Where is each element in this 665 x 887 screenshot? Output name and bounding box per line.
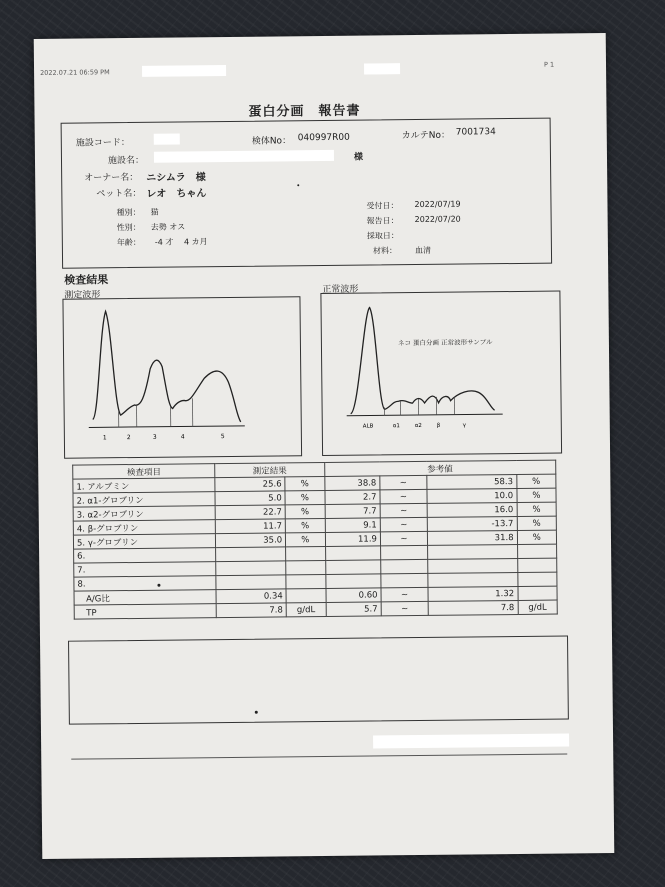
row-ref-low: 0.60 — [325, 588, 381, 603]
row-item: 7. — [74, 562, 217, 577]
specimen-no: 040997R00 — [297, 132, 350, 144]
pet-name: レオ ちゃん — [146, 188, 207, 200]
row-ref-low — [325, 546, 381, 561]
row-unit — [286, 574, 325, 588]
row-ref-unit: % — [517, 502, 557, 516]
facility-suffix: 様 — [353, 152, 364, 163]
redaction-bar — [142, 65, 226, 77]
measured-tick-label: 4 — [180, 433, 185, 441]
normal-tick-label: ALB — [362, 423, 374, 430]
row-ref-sep: ~ — [380, 503, 427, 517]
row-item: 1. アルブミン — [73, 478, 216, 493]
row-value: 0.34 — [216, 589, 286, 604]
measured-tick-label: 2 — [126, 434, 131, 442]
row-value: 11.7 — [216, 519, 286, 534]
normal-waveform-box — [320, 291, 562, 457]
measured-wave-label: 測定波形 — [64, 290, 101, 301]
row-ref-sep: ~ — [381, 587, 428, 601]
row-ref-sep — [380, 545, 427, 559]
row-ref-low: 9.1 — [325, 518, 381, 533]
normal-tick-label: β — [436, 422, 441, 429]
redaction-bar — [373, 733, 569, 748]
facility-code-label: 施設コード： — [75, 138, 130, 149]
species: 猫 — [150, 207, 159, 217]
row-unit — [286, 560, 325, 574]
reported-label: 報告日： — [366, 216, 399, 226]
sex-label: 性別： — [116, 222, 141, 233]
row-item: A/G比 — [74, 590, 217, 605]
row-ref-high: 16.0 — [427, 502, 517, 517]
redaction-bar — [154, 150, 334, 163]
header-result: 測定結果 — [215, 462, 324, 477]
row-ref-low: 2.7 — [324, 490, 380, 505]
row-ref-unit: % — [516, 474, 556, 488]
received-label: 受付日： — [366, 201, 399, 211]
row-ref-low: 5.7 — [326, 602, 382, 617]
normal-wave-label: 正常波形 — [322, 284, 359, 296]
chart-no-label: カルテNo： — [401, 130, 451, 142]
normal-tick-label: α1 — [392, 423, 400, 430]
report-sheet — [34, 33, 615, 859]
normal-wave-caption: ネコ 蛋白分画 正常波形サンプル — [397, 338, 493, 348]
material-label: 材料： — [372, 246, 398, 256]
reported-date: 2022/07/20 — [414, 214, 461, 225]
measured-waveform-box — [62, 296, 302, 458]
header-item: 検査項目 — [73, 464, 216, 479]
row-item: 3. α2-グロブリン — [73, 506, 216, 521]
row-item: 5. γ-グロブリン — [73, 534, 216, 549]
row-ref-high: 10.0 — [427, 488, 517, 503]
row-value — [216, 575, 286, 590]
owner-label: オーナー名： — [84, 172, 139, 184]
age-label: 年齢： — [116, 237, 141, 248]
row-value: 35.0 — [216, 533, 286, 548]
speck — [297, 184, 299, 186]
row-ref-unit — [518, 586, 558, 600]
redaction-bar — [364, 63, 400, 74]
row-ref-low: 7.7 — [325, 504, 381, 519]
row-ref-unit: g/dL — [518, 600, 558, 614]
row-value: 7.8 — [217, 603, 287, 618]
row-unit: % — [285, 518, 324, 532]
chart-no: 7001734 — [455, 127, 496, 138]
normal-waveform — [321, 292, 561, 455]
row-value: 22.7 — [216, 505, 286, 520]
row-ref-high: 1.32 — [428, 586, 518, 601]
row-unit — [286, 588, 325, 602]
normal-tick-label: α2 — [414, 422, 422, 430]
normal-tick-label: γ — [462, 422, 467, 429]
row-value: 25.6 — [215, 477, 285, 492]
row-ref-sep — [381, 559, 428, 573]
row-item: 8. — [74, 576, 217, 591]
redaction-bar — [154, 133, 180, 144]
pet-label: ペット名： — [96, 188, 142, 200]
report-title: 蛋白分画 報告書 — [248, 103, 361, 120]
collected-label: 採取日： — [366, 231, 399, 241]
speck — [255, 711, 258, 714]
speck — [157, 584, 160, 587]
species-label: 種別： — [116, 207, 141, 218]
row-item: 6. — [74, 548, 217, 563]
results-heading: 検査結果 — [64, 273, 109, 287]
row-ref-high: 58.3 — [427, 474, 517, 489]
row-unit: % — [286, 532, 325, 546]
received-date: 2022/07/19 — [414, 199, 461, 210]
row-unit: % — [285, 504, 324, 518]
facility-name-label: 施設名： — [107, 155, 145, 167]
row-unit: % — [285, 476, 324, 490]
row-unit: % — [285, 490, 324, 504]
sex: 去勢 オス — [150, 222, 186, 232]
page-number: P 1 — [543, 60, 555, 69]
row-ref-low — [325, 574, 381, 589]
comment-box — [68, 635, 569, 724]
print-timestamp: 2022.07.21 06:59 PM — [40, 68, 110, 77]
row-ref-sep: ~ — [380, 531, 427, 545]
measured-tick-label: 1 — [102, 434, 107, 442]
row-ref-unit — [517, 544, 557, 558]
row-ref-unit: % — [517, 530, 557, 544]
owner-name: ニシムラ 様 — [146, 172, 206, 184]
row-ref-low: 11.9 — [325, 532, 381, 547]
row-ref-sep: ~ — [380, 475, 427, 489]
patient-info-box — [61, 118, 553, 269]
measured-tick-label: 5 — [220, 433, 225, 441]
row-value — [216, 561, 286, 576]
row-item: TP — [74, 604, 217, 619]
row-ref-sep: ~ — [380, 489, 427, 503]
row-ref-high: 31.8 — [427, 530, 517, 545]
row-ref-sep: ~ — [381, 601, 428, 615]
row-ref-high: 7.8 — [428, 600, 518, 615]
header-reference: 参考値 — [324, 460, 556, 476]
row-value: 5.0 — [215, 491, 285, 506]
material: 血清 — [414, 245, 432, 256]
row-ref-high: -13.7 — [427, 516, 517, 531]
row-ref-sep — [381, 573, 428, 587]
specimen-no-label: 検体No： — [251, 136, 292, 147]
row-ref-unit: % — [517, 516, 557, 530]
row-ref-unit: % — [517, 488, 557, 502]
row-item: 2. α1-グロブリン — [73, 492, 216, 507]
row-ref-high — [427, 544, 517, 559]
measured-tick-label: 3 — [152, 433, 157, 441]
row-unit: g/dL — [286, 602, 325, 616]
results-table — [72, 460, 558, 620]
footer-rule — [71, 753, 567, 759]
age: -4 才 4 カ月 — [154, 237, 208, 247]
row-ref-high — [428, 572, 518, 587]
row-ref-sep: ~ — [380, 517, 427, 531]
row-ref-unit — [517, 572, 557, 586]
row-ref-low — [325, 560, 381, 575]
row-ref-unit — [517, 558, 557, 572]
measured-waveform — [63, 297, 301, 457]
row-ref-high — [428, 558, 518, 573]
row-unit — [286, 546, 325, 560]
row-item: 4. β-グロブリン — [73, 520, 216, 535]
row-ref-low: 38.8 — [324, 476, 380, 491]
row-value — [216, 547, 286, 562]
